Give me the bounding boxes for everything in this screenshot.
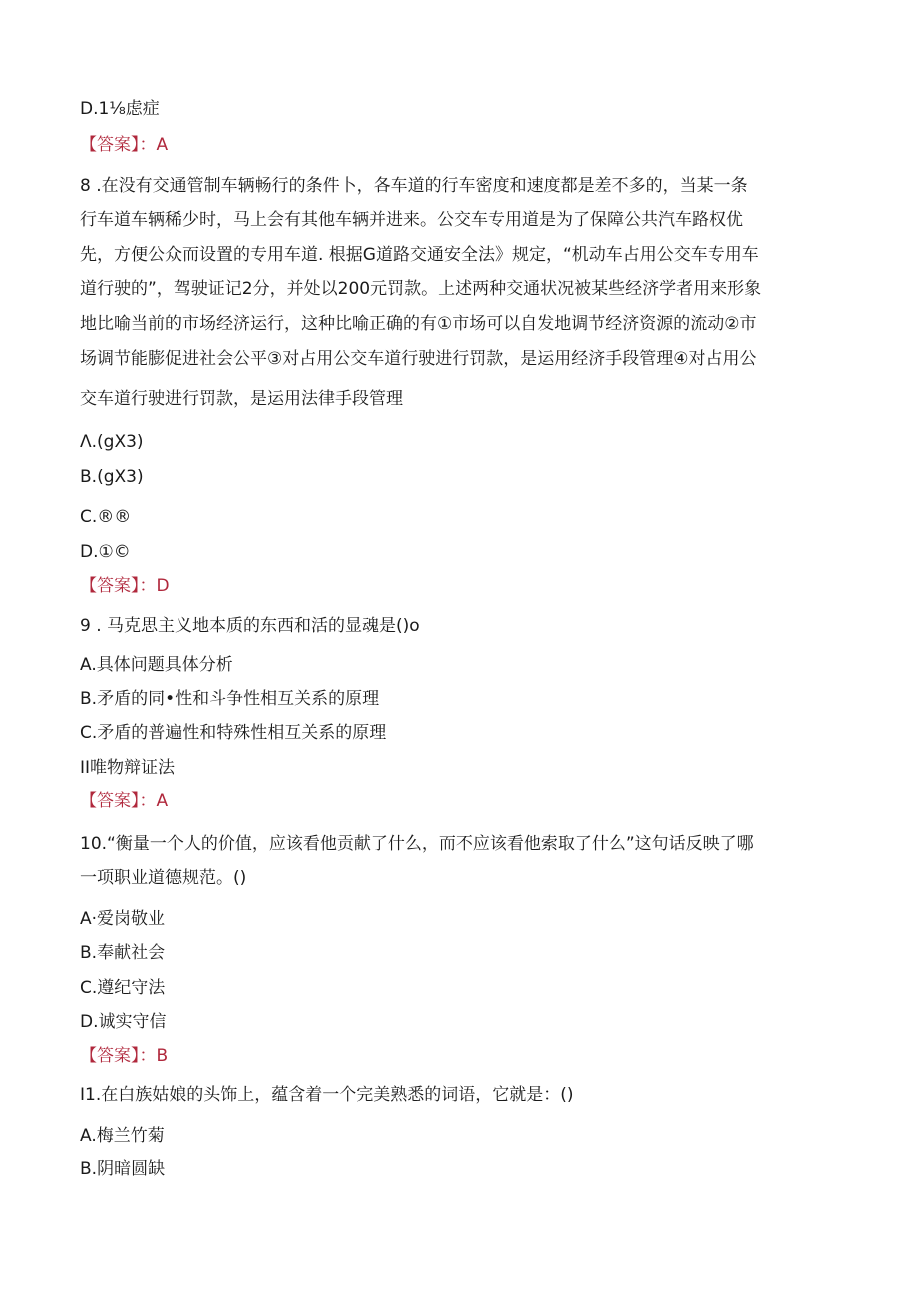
q8-option-a: Λ.(gX3) bbox=[80, 432, 144, 452]
q9-option-c: C.矛盾的普遍性和特殊性相互关系的原理 bbox=[80, 723, 387, 743]
q10-stem-line-1: 10.“衡量一个人的价值，应该看他贡献了什么，而不应该看他索取了什么”这句话反映了哪 bbox=[80, 834, 754, 854]
q10-stem-line-2: 一项职业道德规范。() bbox=[80, 868, 247, 888]
q11-option-b: B.阴暗圆缺 bbox=[80, 1159, 166, 1179]
q8-option-c: C.®® bbox=[80, 507, 132, 527]
q10-option-d: D.诚实守信 bbox=[80, 1012, 167, 1032]
q8-stem-line-7: 交车道行驶进行罚款，是运用法律手段管理 bbox=[80, 389, 403, 409]
q10-answer: 【答案】：B bbox=[80, 1046, 169, 1066]
q10-option-a: A·爱岗敬业 bbox=[80, 909, 166, 929]
q11-stem: I1.在白族姑娘的头饰上，蕴含着一个完美熟悉的词语，它就是：() bbox=[80, 1085, 574, 1105]
q10-option-c: C.遵纪守法 bbox=[80, 978, 166, 998]
q8-stem-line-6: 场调节能膨促进社会公平③对占用公交车道行驶进行罚款，是运用经济手段管理④对占用公 bbox=[80, 349, 757, 369]
q8-stem-line-1: 8 .在没有交通管制车辆畅行的条件卜，各车道的行车密度和速度都是差不多的，当某一条 bbox=[80, 176, 748, 196]
q7-answer: 【答案】：A bbox=[80, 135, 169, 155]
q9-answer: 【答案】：A bbox=[80, 791, 169, 811]
q9-option-b: B.矛盾的同•性和斗争性相互关系的原理 bbox=[80, 689, 380, 709]
q10-option-b: B.奉献社会 bbox=[80, 943, 166, 963]
q7-option-d: D.1⅛虑症 bbox=[80, 99, 160, 119]
q11-option-a: A.梅兰竹菊 bbox=[80, 1126, 165, 1146]
q8-option-b: B.(gX3) bbox=[80, 467, 144, 487]
q8-stem-line-4: 道行驶的”，驾驶证记2分，并处以200元罚款。上述两种交通状况被某些经济学者用来形象 bbox=[80, 279, 762, 299]
q8-stem-line-2: 行车道车辆稀少时，马上会有其他车辆并进来。公交车专用道是为了保障公共汽车路权优 bbox=[80, 210, 743, 230]
q8-stem-line-3: 先，方便公众而设置的专用车道. 根据G道路交通安全法》规定，“机动车占用公交车专用车 bbox=[80, 245, 759, 265]
q8-option-d: D.①© bbox=[80, 542, 131, 562]
q8-stem-line-5: 地比喻当前的市场经济运行，这种比喻正确的有①市场可以自发地调节经济资源的流动②市 bbox=[80, 314, 757, 334]
q9-option-a: A.具体问题具体分析 bbox=[80, 655, 233, 675]
q9-option-d: II唯物辩证法 bbox=[80, 758, 176, 778]
q9-stem: 9 . 马克思主义地本质的东西和活的显魂是()o bbox=[80, 616, 420, 636]
q8-answer: 【答案】：D bbox=[80, 576, 170, 596]
